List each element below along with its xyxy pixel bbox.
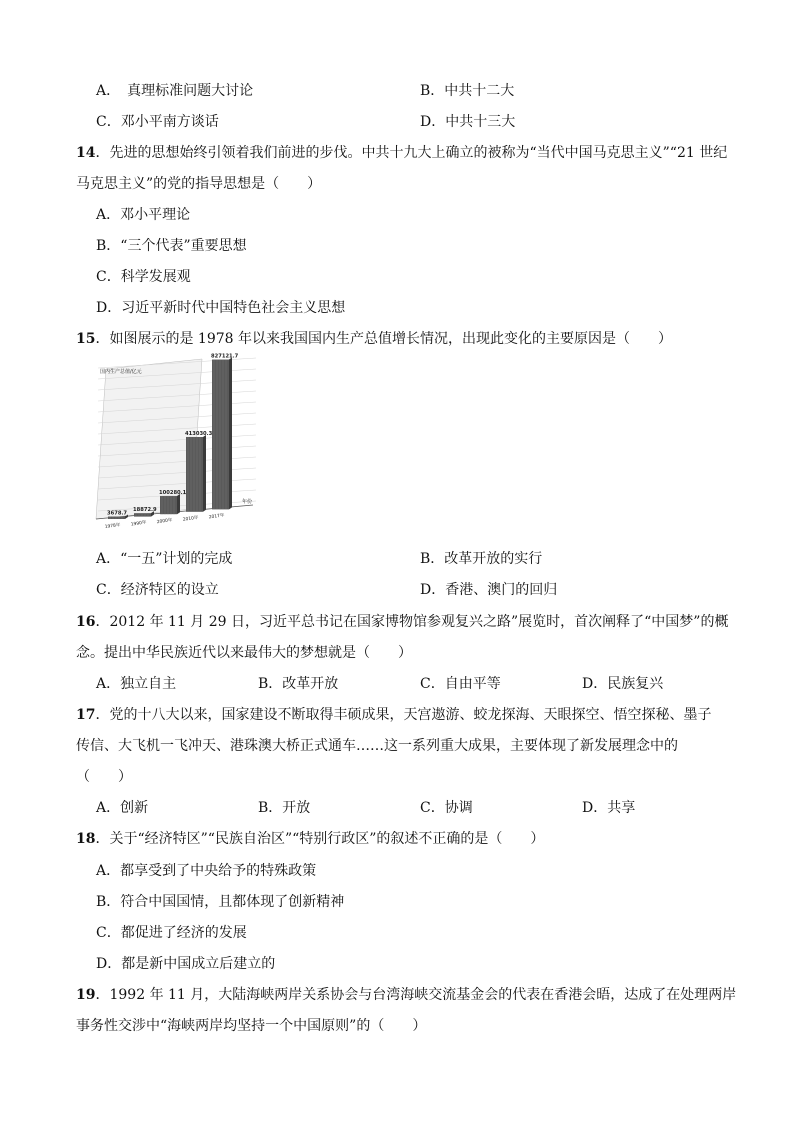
q17-option-d: D．共享 bbox=[582, 800, 636, 816]
q14-option-c: C．科学发展观 bbox=[96, 269, 191, 285]
q15-stem bbox=[76, 330, 672, 348]
chart-bar bbox=[160, 496, 177, 514]
q17-number: 17 bbox=[76, 707, 96, 723]
q18-option-a: A．都享受到了中央给予的特殊政策 bbox=[96, 863, 317, 879]
q14-number: 14 bbox=[76, 145, 96, 161]
q18-option-c: C．都促进了经济的发展 bbox=[96, 925, 247, 941]
q15-option-d: D．香港、澳门的回归 bbox=[420, 582, 558, 598]
chart-category-label: 2010年 bbox=[182, 515, 199, 523]
q16-stem-line2: 念。提出中华民族近代以来最伟大的梦想就是（ ） bbox=[76, 645, 412, 661]
q18-number: 18 bbox=[76, 831, 96, 847]
q13-option-c: C．邓小平南方谈话 bbox=[96, 114, 219, 130]
chart-value-label: 100280.1 bbox=[159, 490, 187, 497]
chart-value-label: 413030.3 bbox=[185, 430, 213, 437]
q15-number: 15 bbox=[76, 331, 96, 347]
q15-option-a: A．“一五”计划的完成 bbox=[96, 551, 233, 567]
gdp-bar-chart bbox=[88, 353, 263, 542]
q16-option-c: C．自由平等 bbox=[420, 676, 501, 692]
q16-stem-text1: ．2012 年 11 月 29 日，习近平总书记在国家博物馆参观复兴之路”展览时，首次阐释了“中国梦”的概 bbox=[95, 614, 729, 630]
chart-category-label: 2017年 bbox=[208, 513, 225, 521]
q17-option-a: A．创新 bbox=[96, 800, 149, 816]
q16-stem-line1 bbox=[76, 613, 728, 631]
q16-option-b: B．改革开放 bbox=[258, 676, 339, 692]
chart-bar-side bbox=[203, 435, 206, 512]
chart-bar bbox=[134, 513, 151, 516]
q14-stem-line2: 马克思主义”的党的指导思想是（ ） bbox=[76, 176, 322, 192]
q13-option-b: B．中共十二大 bbox=[420, 83, 515, 99]
chart-category-label: 2000年 bbox=[156, 518, 173, 526]
chart-bar bbox=[108, 517, 125, 520]
q17-stem-text1: ．党的十八大以来，国家建设不断取得丰硕成果，天宫遨游、蛟龙探海、天眼探空、悟空探秘、墨子 bbox=[95, 707, 712, 723]
q17-stem-line1 bbox=[76, 706, 711, 724]
q19-stem-line1 bbox=[76, 986, 736, 1004]
chart-value-label: 827121.7 bbox=[211, 353, 239, 360]
q17-stem-line2: 传信、大飞机一飞冲天、港珠澳大桥正式通车……这一系列重大成果，主要体现了新发展理念中的 bbox=[76, 738, 678, 754]
chart-bar-side bbox=[229, 358, 232, 510]
q19-number: 19 bbox=[76, 987, 96, 1003]
q17-option-c: C．协调 bbox=[420, 800, 473, 816]
chart-title: 国内生产总值/亿元 bbox=[100, 369, 142, 375]
q15-stem-text: ．如图展示的是 1978 年以来我国国内生产总值增长情况，出现此变化的主要原因是（ ） bbox=[95, 331, 673, 347]
q14-option-b: B．“三个代表”重要思想 bbox=[96, 238, 247, 254]
q13-option-a: A． 真理标准问题大讨论 bbox=[96, 83, 254, 99]
q15-option-b: B．改革开放的实行 bbox=[420, 551, 543, 567]
q15-option-c: C．经济特区的设立 bbox=[96, 582, 219, 598]
q18-option-b: B．符合中国国情，且都体现了创新精神 bbox=[96, 894, 345, 910]
q19-stem-line2: 事务性交涉中“海峡两岸均坚持一个中国原则”的（ ） bbox=[76, 1018, 427, 1034]
chart-x-axis-label: 年份 bbox=[242, 499, 253, 505]
q13-option-d: D．中共十三大 bbox=[420, 114, 516, 130]
q16-number: 16 bbox=[76, 614, 96, 630]
chart-value-label: 18872.9 bbox=[133, 507, 157, 514]
chart-bar-side bbox=[177, 494, 180, 514]
q14-option-d: D．习近平新时代中国特色社会主义思想 bbox=[96, 300, 346, 316]
chart-bar bbox=[186, 437, 203, 512]
q17-stem-line3: （ ） bbox=[76, 769, 132, 785]
q19-stem-text1: ．1992 年 11 月，大陆海峡两岸关系协会与台湾海峡交流基金会的代表在香港会晤，达成了在处理两岸 bbox=[95, 987, 737, 1003]
q14-stem-line1 bbox=[76, 144, 727, 162]
q14-stem-text1: ．先进的思想始终引领着我们前进的步伐。中共十九大上确立的被称为“当代中国马克思主义”“21 世纪 bbox=[95, 145, 728, 161]
q16-option-a: A．独立自主 bbox=[96, 676, 177, 692]
q18-stem-text: ．关于“经济特区”“民族自治区”“特别行政区”的叙述不正确的是（ ） bbox=[95, 831, 545, 847]
chart-category-label: 1978年 bbox=[104, 522, 121, 530]
q16-option-d: D．民族复兴 bbox=[582, 676, 664, 692]
chart-category-label: 1990年 bbox=[130, 520, 147, 528]
q18-stem bbox=[76, 830, 544, 848]
q14-option-a: A．邓小平理论 bbox=[96, 207, 191, 223]
q17-option-b: B．开放 bbox=[258, 800, 311, 816]
chart-value-label: 3678.7 bbox=[107, 510, 128, 517]
q18-option-d: D．都是新中国成立后建立的 bbox=[96, 956, 276, 972]
chart-bar bbox=[212, 360, 229, 510]
